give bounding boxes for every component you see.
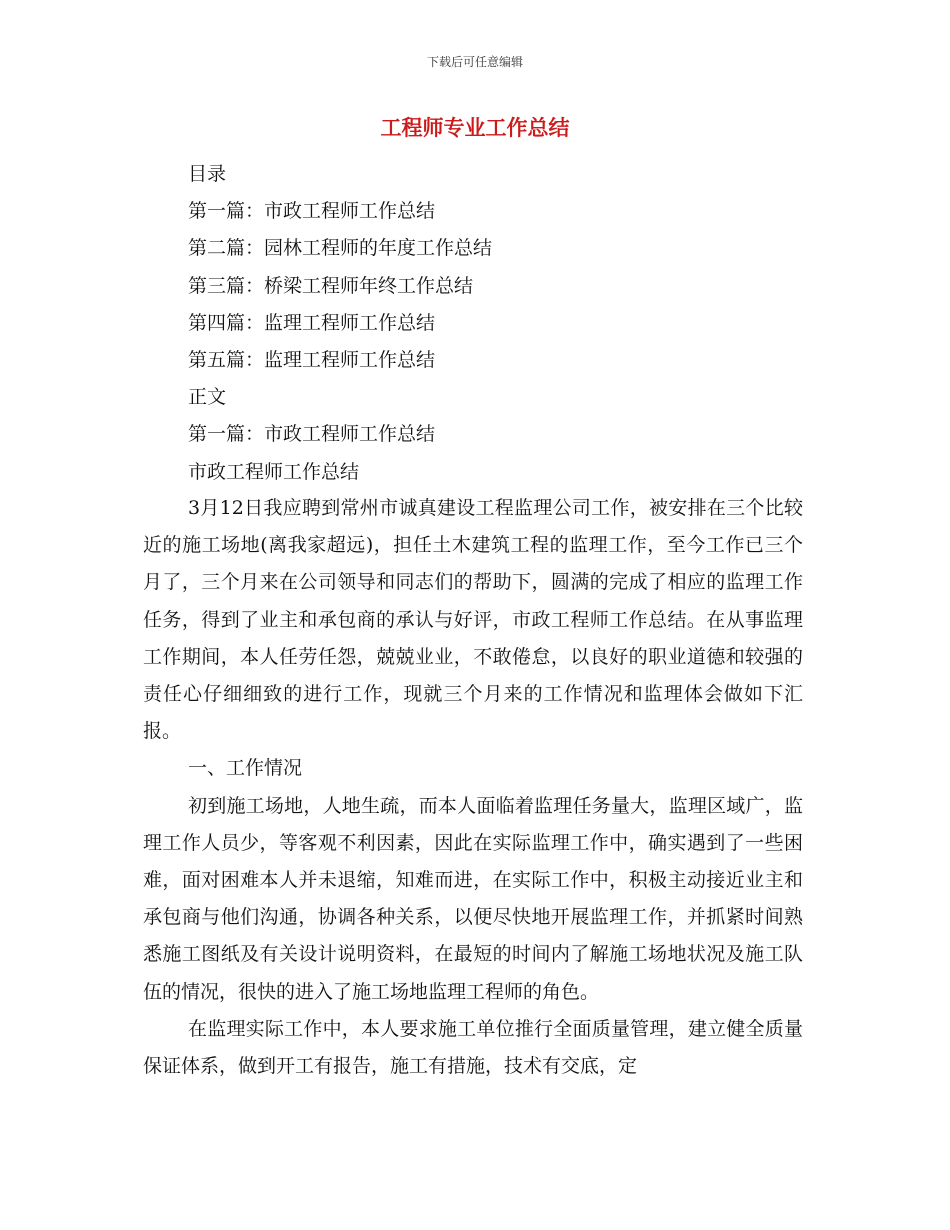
- toc-item-part-5: 第五篇：监理工程师工作总结: [188, 348, 436, 371]
- part-1-heading: 第一篇：市政工程师工作总结: [188, 423, 436, 446]
- body-heading: 正文: [188, 386, 227, 409]
- header-note: 下载后可任意编辑: [426, 55, 523, 69]
- paragraph-quality-management: 在监理实际工作中，本人要求施工单位推行全面质量管理，建立健全质量保证体系，做到开工有报告，施工有措施，技术有交底，定: [143, 1017, 803, 1078]
- toc-item-part-2: 第二篇：园林工程师的年度工作总结: [188, 237, 493, 260]
- document-title: 工程师专业工作总结: [380, 116, 570, 140]
- paragraph-intro: 3月12日我应聘到常州市诚真建设工程监理公司工作，被安排在三个比较近的施工场地(离我家超远)，担任土木建筑工程的监理工作，至今工作已三个月了，三个月来在公司领导和同志们的帮助下，圆满的完成了相应的监理工作任务，得到了业主和承包商的承认与好评，市政工程师工作总结。在从事监理工作期间，本人任劳任怨，兢兢业业，不敢倦怠，以良好的职业道德和较强的责任心仔细细致的进行工作，现就三个月来的工作情况和监理体会做如下汇报。: [143, 497, 803, 743]
- body-text: [143, 490, 803, 1085]
- toc-item-part-3: 第三篇：桥梁工程师年终工作总结: [188, 274, 474, 297]
- section-heading-work-status: 一、工作情况: [188, 757, 303, 780]
- toc-item-part-4: 第四篇：监理工程师工作总结: [188, 311, 436, 334]
- table-of-contents: [188, 156, 808, 491]
- part-1-subtitle: 市政工程师工作总结: [188, 460, 360, 483]
- paragraph-work-status: 初到施工场地，人地生疏，而本人面临着监理任务量大，监理区域广，监理工作人员少，等客观不利因素，因此在实际监理工作中，确实遇到了一些困难，面对困难本人并未退缩，知难而进，在实际工作中，积极主动接近业主和承包商与他们沟通，协调各种关系，以便尽快地开展监理工作，并抓紧时间熟悉施工图纸及有关设计说明资料，在最短的时间内了解施工场地状况及施工队伍的情况，很快的进入了施工场地监理工程师的角色。: [143, 794, 803, 1003]
- toc-item-part-1: 第一篇：市政工程师工作总结: [188, 200, 436, 223]
- toc-heading: 目录: [188, 163, 227, 185]
